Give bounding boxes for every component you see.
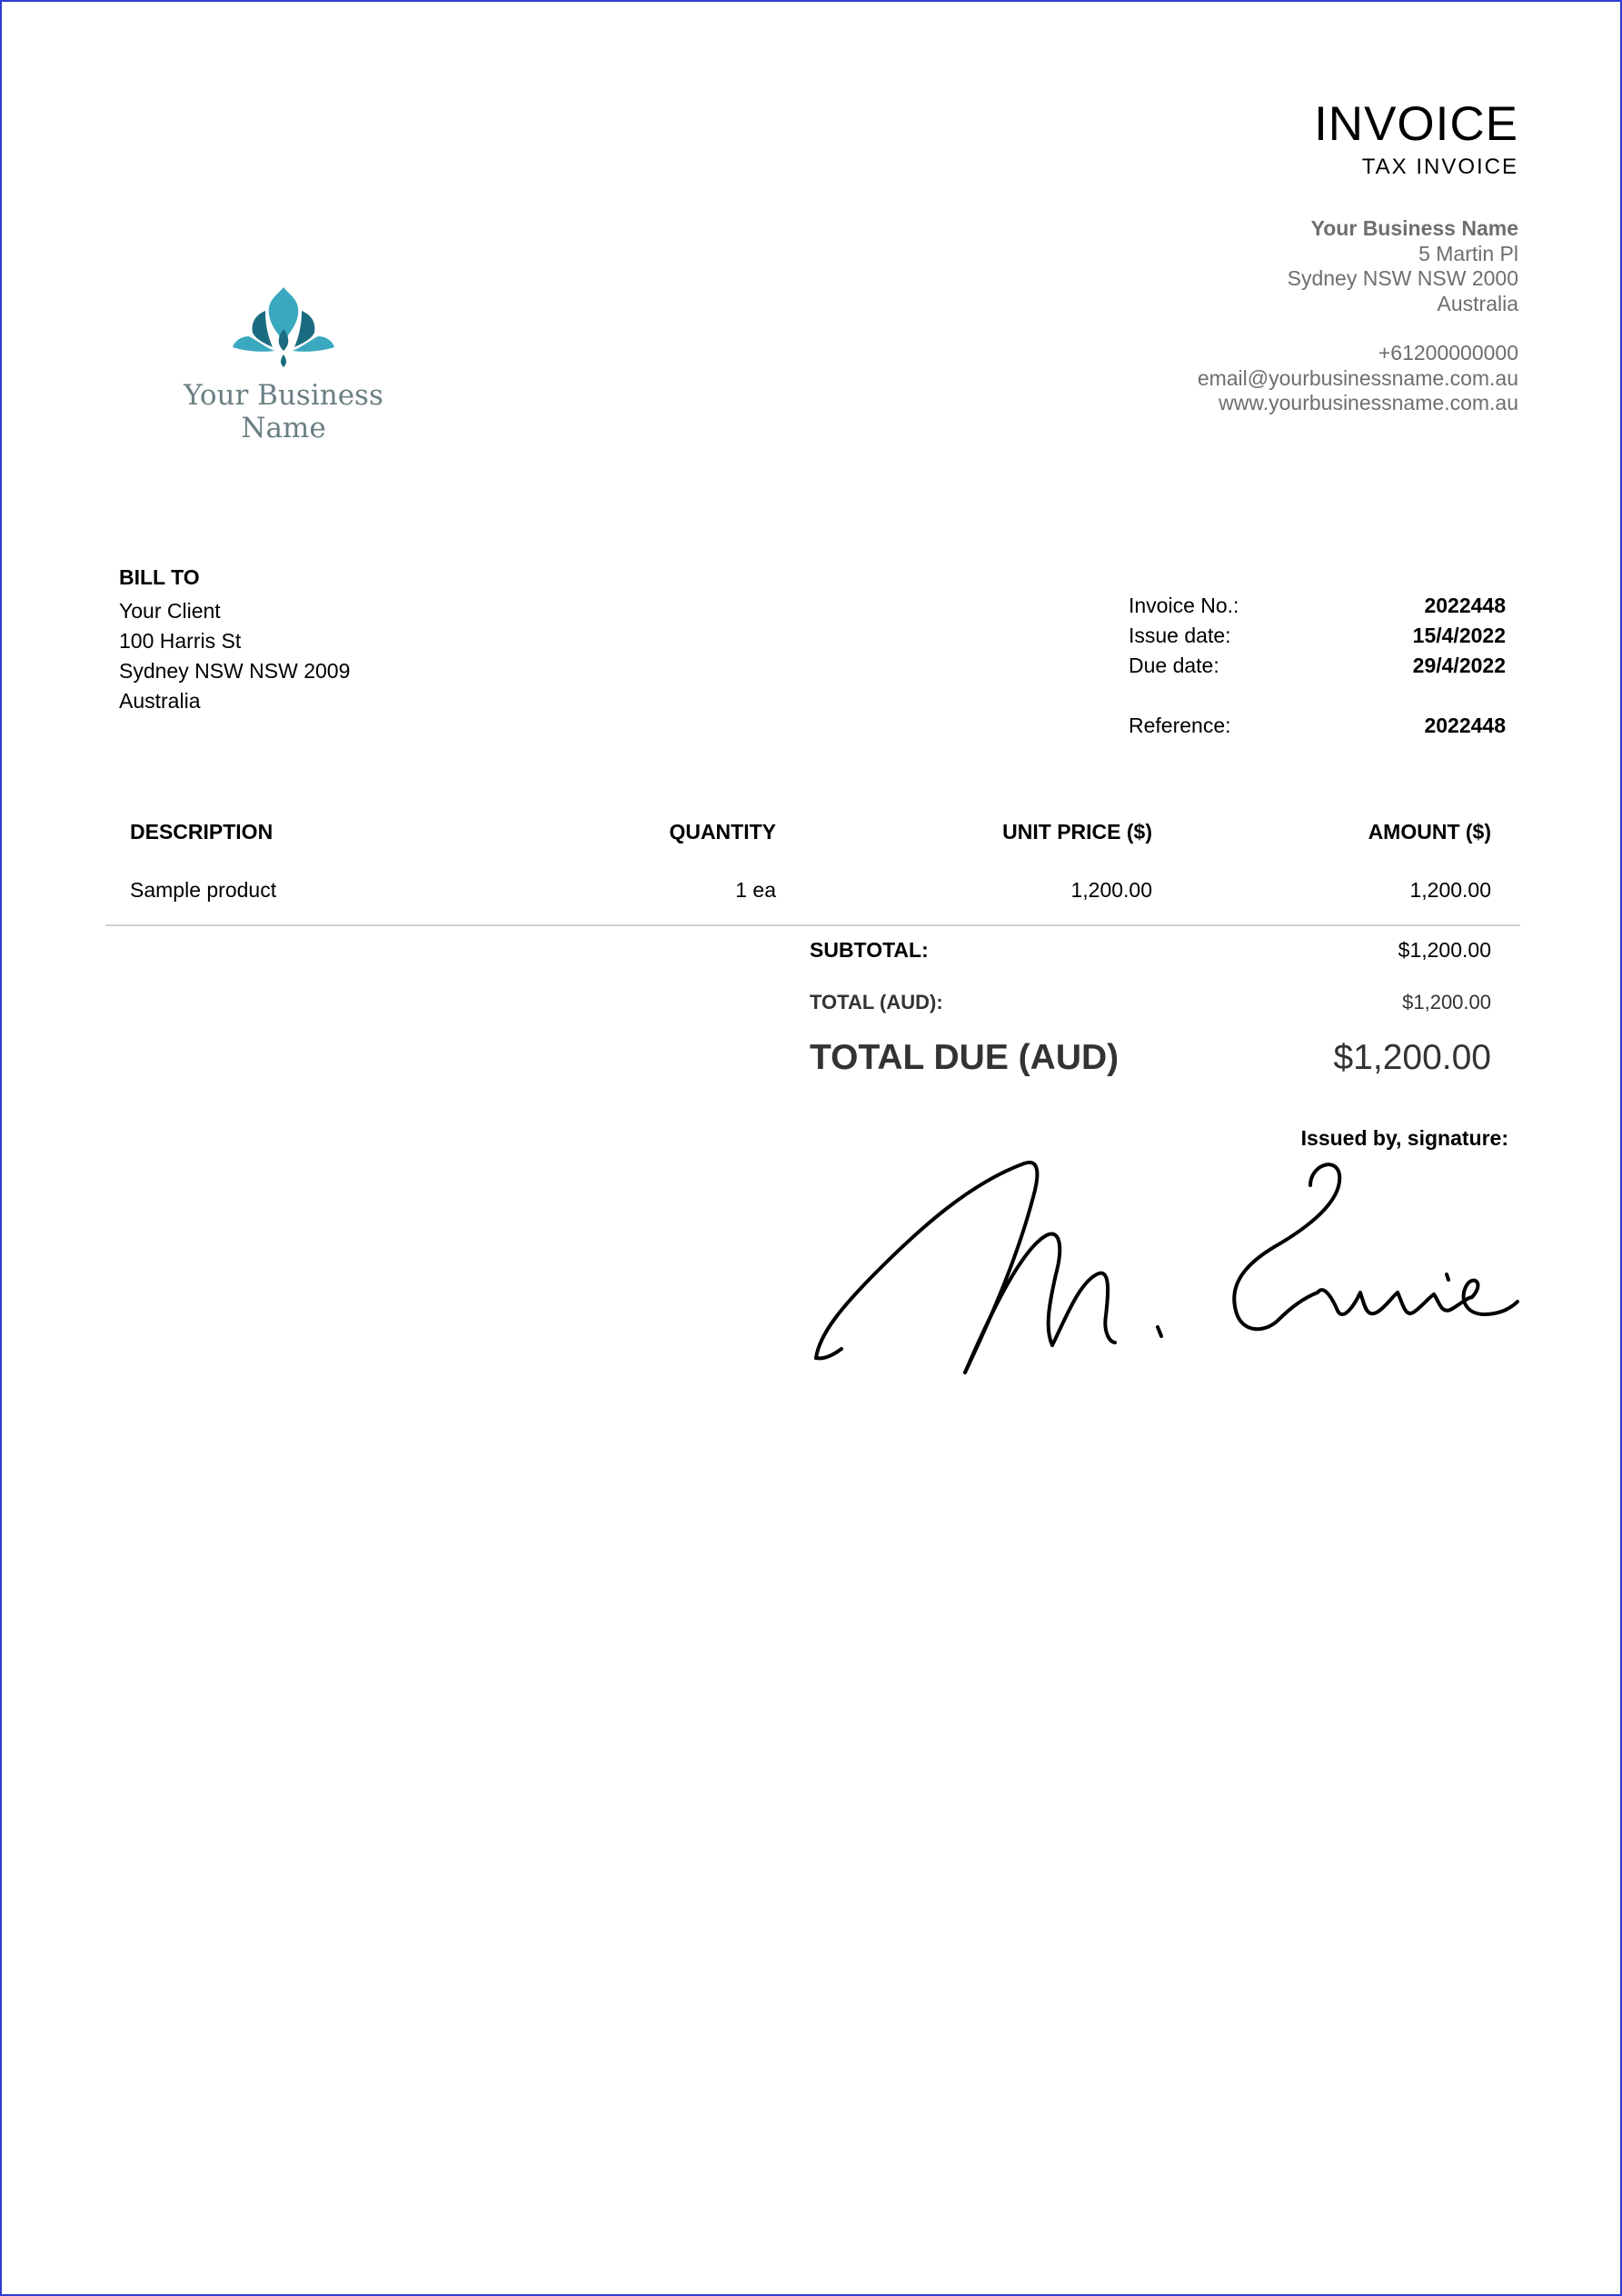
client-country: Australia	[119, 689, 201, 713]
subtotal-value: $1,200.00	[1398, 938, 1491, 962]
reference-value: 2022448	[1424, 714, 1506, 737]
lotus-flower-icon	[229, 284, 338, 374]
meta-reference	[1129, 711, 1506, 741]
total-label: TOTAL (AUD):	[810, 991, 943, 1013]
row-unit-price: 1,200.00	[1070, 878, 1152, 902]
business-email: email@yourbusinessname.com.au	[1197, 365, 1518, 390]
invoice-meta	[1129, 591, 1506, 741]
header-description: DESCRIPTION	[130, 820, 274, 844]
row-quantity: 1 ea	[735, 878, 776, 902]
signature-label: Issued by, signature:	[1300, 1126, 1508, 1150]
business-country: Australia	[1437, 291, 1518, 315]
total-due-value: $1,200.00	[1333, 1038, 1491, 1077]
business-phone: +61200000000	[1378, 341, 1518, 364]
header-unit-price: UNIT PRICE ($)	[1002, 820, 1152, 844]
client-name: Your Client	[119, 599, 221, 623]
total-due-label: TOTAL DUE (AUD)	[810, 1038, 1119, 1077]
invoice-no-label: Invoice No.:	[1129, 594, 1239, 617]
subtotal-label: SUBTOTAL:	[810, 938, 929, 962]
reference-label: Reference:	[1129, 714, 1231, 737]
meta-due-date	[1129, 651, 1506, 681]
meta-invoice-no	[1129, 591, 1506, 621]
total-value: $1,200.00	[1402, 991, 1491, 1013]
invoice-subtitle: TAX INVOICE	[1361, 155, 1518, 179]
business-name: Your Business Name	[1310, 216, 1518, 240]
business-address-line2: Sydney NSW NSW 2000	[1287, 266, 1518, 290]
issue-date-label: Issue date:	[1129, 624, 1231, 647]
logo-text: Your Business Name	[184, 379, 383, 444]
header-amount: AMOUNT ($)	[1368, 820, 1491, 844]
invoice-no-value: 2022448	[1424, 594, 1506, 617]
business-address-line1: 5 Martin Pl	[1418, 241, 1518, 265]
due-date-value: 29/4/2022	[1412, 654, 1506, 677]
bill-to-label: BILL TO	[119, 565, 200, 589]
spacer	[1129, 681, 1506, 711]
bill-to-address	[119, 596, 350, 716]
handwritten-signature	[801, 1147, 1519, 1383]
row-amount: 1,200.00	[1409, 878, 1491, 902]
due-date-label: Due date:	[1129, 654, 1219, 677]
business-info	[973, 216, 1518, 416]
spacer	[973, 316, 1518, 341]
row-description: Sample product	[130, 878, 277, 902]
meta-issue-date	[1129, 621, 1506, 651]
issue-date-value: 15/4/2022	[1412, 624, 1506, 647]
invoice-title: INVOICE	[1314, 97, 1518, 151]
business-logo	[138, 284, 429, 444]
table-divider	[105, 924, 1520, 926]
client-address-line2: Sydney NSW NSW 2009	[119, 659, 351, 683]
business-website: www.yourbusinessname.com.au	[1219, 391, 1518, 414]
header-quantity: QUANTITY	[669, 820, 776, 844]
client-address-line1: 100 Harris St	[119, 629, 242, 653]
